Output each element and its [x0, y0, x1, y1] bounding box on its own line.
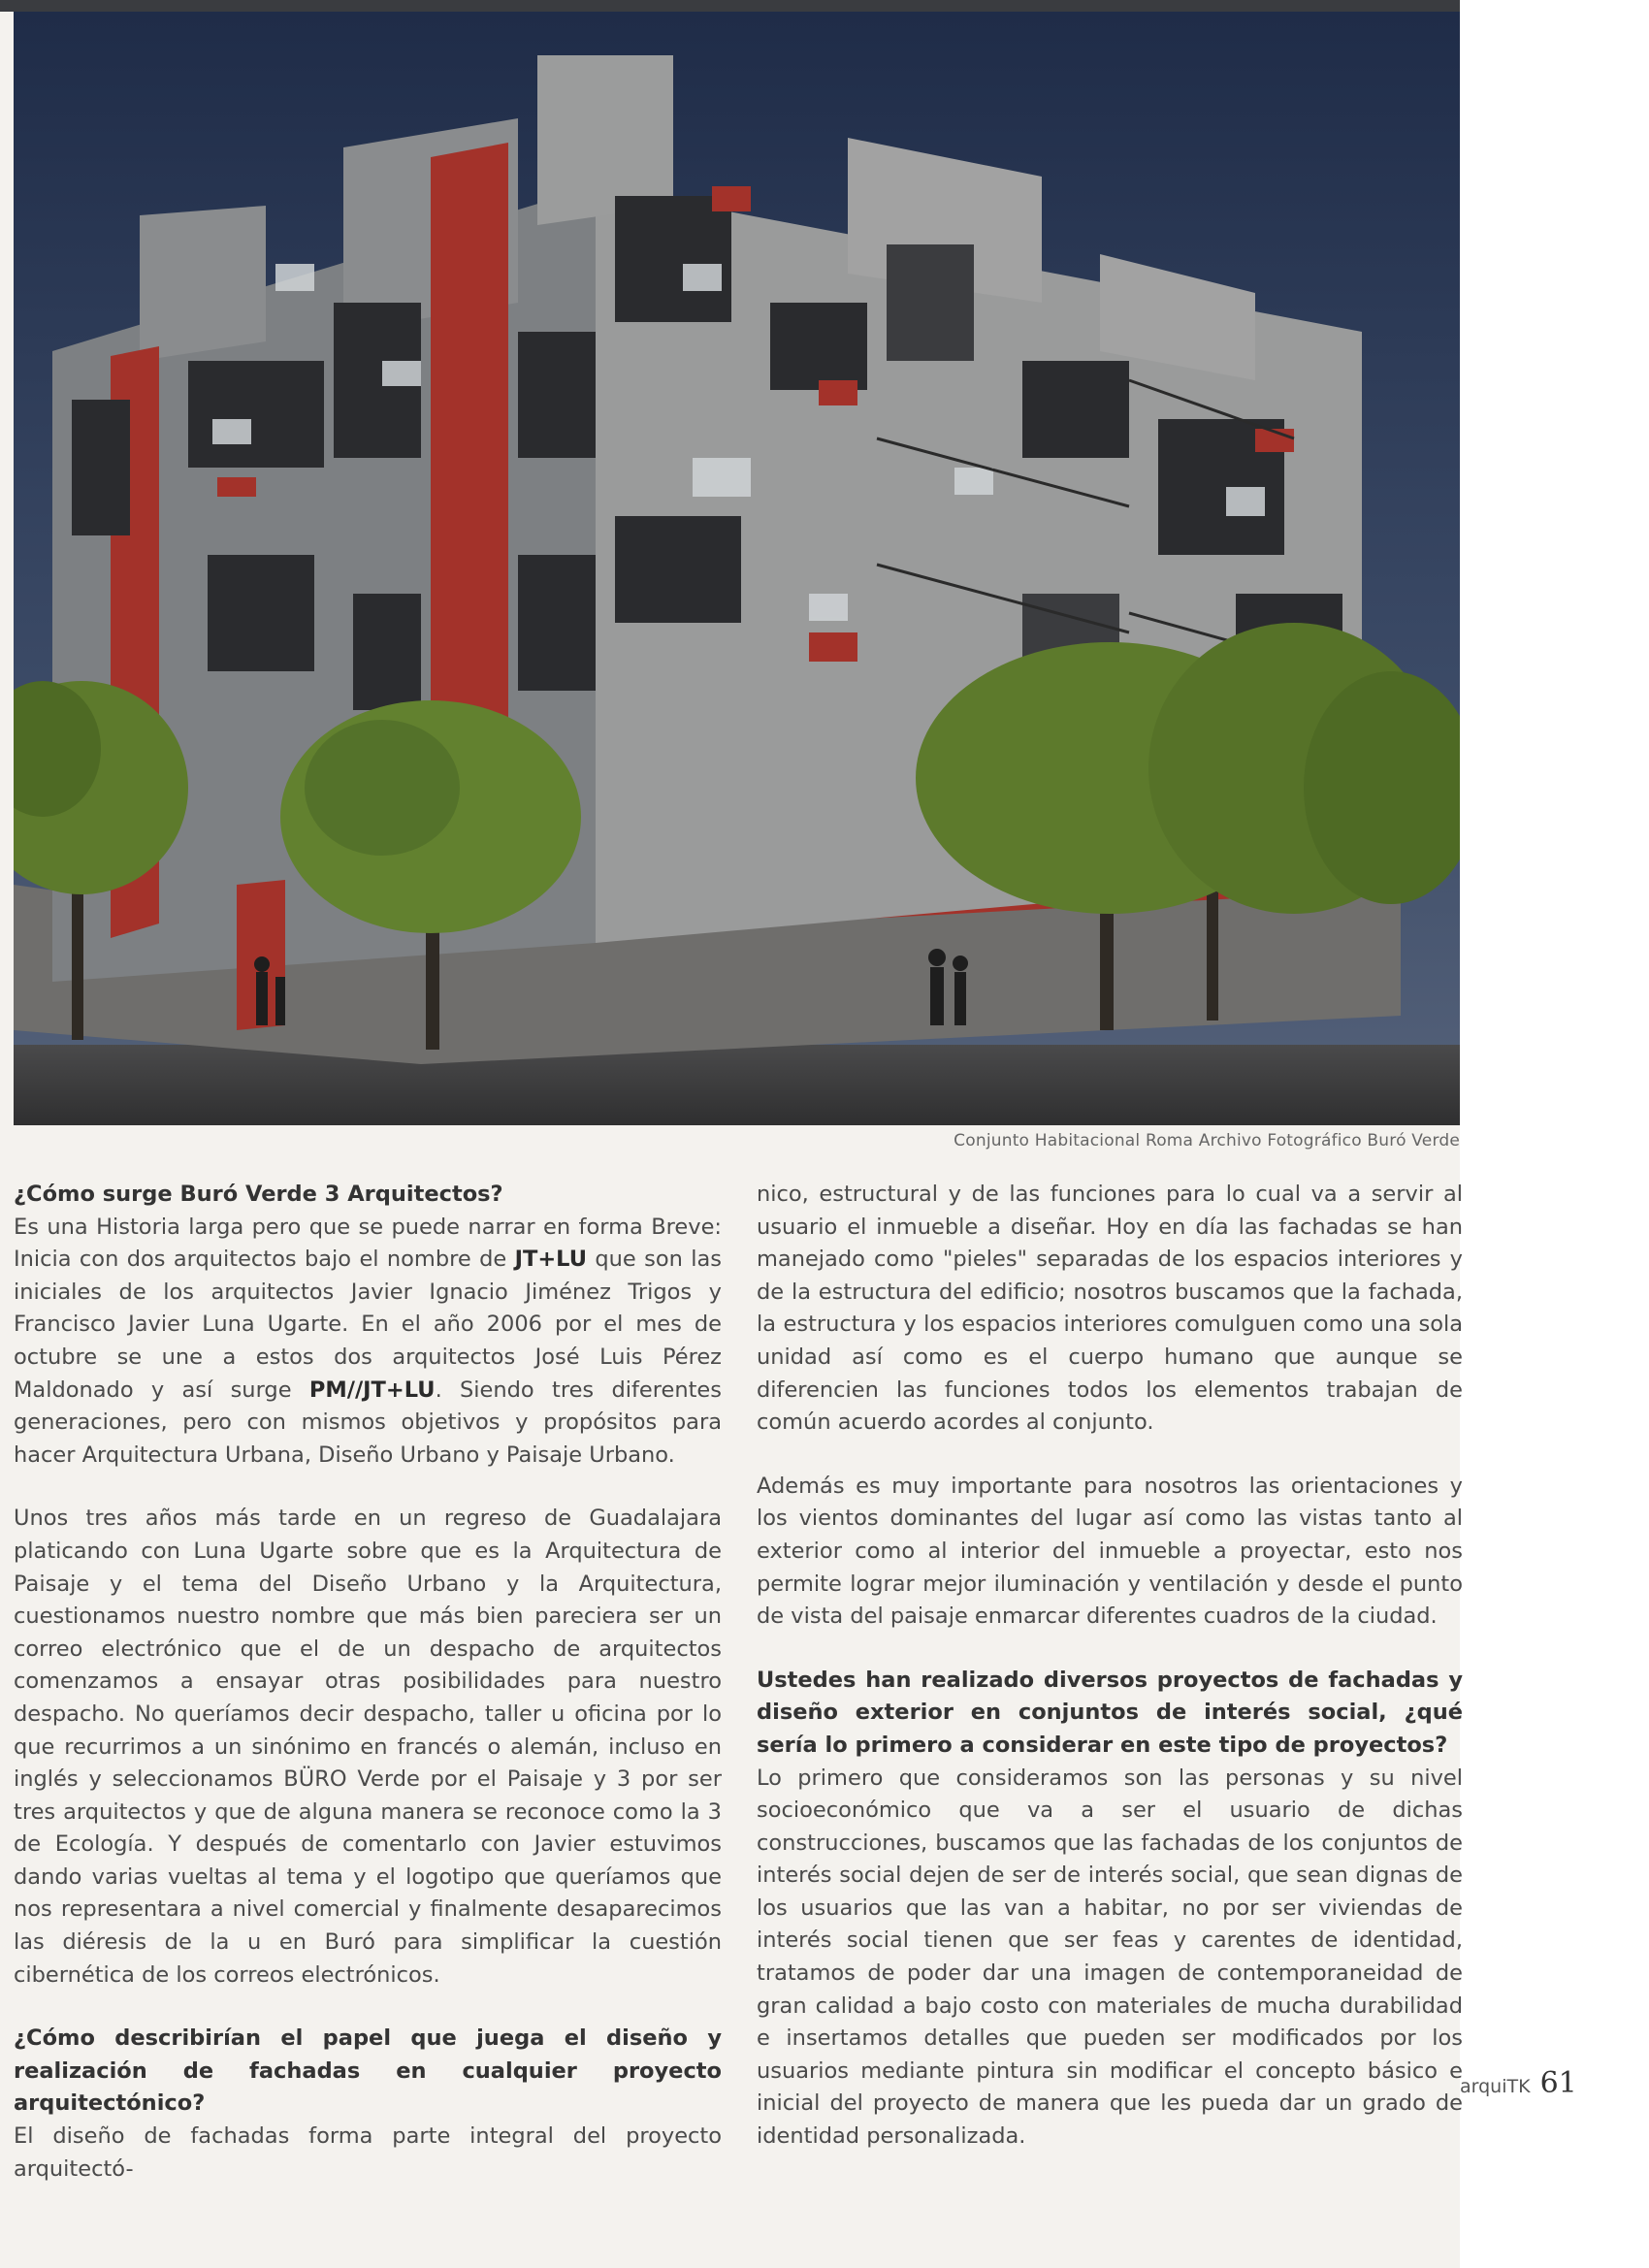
page-number: 61 — [1539, 2066, 1577, 2100]
dark-panel — [353, 594, 421, 710]
photo-caption: Conjunto Habitacional Roma Archivo Fotográfico Buró Verde — [954, 1131, 1460, 1150]
paragraph: Lo primero que consideramos son las personas y su nivel socioeconómico que va a ser el usuario de dichas construcciones, buscamos que las fachadas de los conjuntos de interés social dejen de ser de interés social, que sean dignas de los usuarios que las van a habitar, no por ser viviendas de interés social tienen que ser feas y carentes de identidad, tratamos de poder dar una imagen de contemporaneidad de gran calidad a bajo costo con materiales de mucha durabilidad e insertamos detalles que pueden ser modificados por los usuarios mediante pintura sin modificar el concepto básico e inicial del proyecto de manera que les pueda dar un grado de identidad personalizada. — [757, 1765, 1463, 2150]
paragraph: Unos tres años más tarde en un regreso de Guadalajara platicando con Luna Ugarte sobre que es la Arquitectura de Paisaje y el tema del Diseño Urbano y la Arquitectura, cuestionamos nuestro nombre que más bien pareciera ser un correo electrónico que el de un despacho de arquitectos comenzamos a ensayar otras posibilidades para nuestro despacho. No queríamos decir despacho, taller u oficina por lo que recurrimos a un sinónimo en francés o alemán, incluso en inglés y seleccionamos BÜRO Verde por el Paisaje y 3 por ser tres arquitectos y que de alguna manera se reconoce como la 3 de Ecología. Y después de comentarlo con Javier estuvimos dando varias vueltas al tema y el logotipo que queríamos que nos representara a nivel comercial y finalmente desaparecimos las diéresis de la u en Buró para simplificar la cuestión cibernética de los correos electrónicos. — [14, 1506, 722, 1988]
dark-panel — [188, 361, 324, 468]
dark-panel — [770, 303, 867, 390]
dark-panel — [615, 516, 741, 623]
window — [212, 419, 251, 444]
dark-panel — [518, 332, 596, 458]
question-heading: Ustedes han realizado diversos proyectos de fachadas y diseño exterior en conjuntos de interés social, ¿qué sería lo primero a considerar en este tipo de proyectos? — [757, 1667, 1463, 1758]
paragraph: nico, estructural y de las funciones para lo cual va a servir al usuario el inmueble a diseñar. Hoy en día las fachadas se han manejado como "pieles" separadas de los espacios interiores y de la estructura del edificio; nosotros buscamos que la fachada, la estructura y los espacios interiores comulguen como una sola unidad así como es el cuerpo humano que aunque se diferencien las funciones todos los elementos trabajan de común acuerdo acordes al conjunto. — [757, 1182, 1463, 1436]
dark-panel — [72, 400, 130, 535]
red-window — [712, 186, 751, 211]
paragraph: El diseño de fachadas forma parte integral del proyecto arquitectó- — [14, 2123, 722, 2182]
red-window — [809, 632, 857, 662]
window — [275, 264, 314, 291]
page-footer — [1460, 2066, 1577, 2100]
paragraph-text: . Siendo tres diferentes generaciones, pero con mismos objetivos y propósitos para hacer Arquitectura Urbana, Diseño Urbano y Paisaje Urbano. — [14, 1377, 722, 1468]
left-column — [14, 1179, 722, 2186]
magazine-name: arquiTK — [1460, 2076, 1531, 2097]
red-window — [819, 380, 857, 405]
building-rendering-photo — [14, 12, 1460, 1125]
question-heading: ¿Cómo surge Buró Verde 3 Arquitectos? — [14, 1182, 503, 1207]
page-right-edge — [1460, 0, 1649, 2268]
paragraph: Además es muy importante para nosotros las orientaciones y los vientos dominantes del lugar así como las vistas tanto al exterior como al interior del inmueble a proyectar, esto nos permite lograr mejor iluminación y ventilación y desde el punto de vista del paisaje enmarcar diferentes cuadros de la ciudad. — [757, 1473, 1463, 1630]
window — [693, 458, 751, 497]
red-window — [217, 477, 256, 497]
upper-block-1 — [140, 206, 266, 361]
paragraph-text: Es una Historia larga pero que se puede narrar en forma Breve: Inicia con dos arquitectos bajo el nombre de — [14, 1214, 722, 1273]
window — [382, 361, 421, 386]
paragraph — [14, 1212, 722, 1473]
right-column — [757, 1179, 1463, 2154]
window — [809, 594, 848, 621]
question-heading: ¿Cómo describirían el papel que juega el diseño y realización de fachadas en cualquier proyecto arquitectónico? — [14, 2025, 722, 2117]
dark-panel — [1022, 361, 1129, 458]
ground — [14, 1045, 1460, 1125]
page-top-edge — [0, 0, 1460, 12]
dark-panel — [887, 244, 974, 361]
window — [683, 264, 722, 291]
paragraph-text: que son las iniciales de los arquitectos Javier Ignacio Jiménez Trigos y Francisco Javier Luna Ugarte. En el año 2006 por el mes de octubre se une a estos dos arquitectos José Luis Pérez Maldonado y así surge — [14, 1247, 722, 1403]
firm-name: JT+LU — [514, 1247, 587, 1273]
window — [1226, 487, 1265, 516]
firm-name: PM//JT+LU — [308, 1377, 436, 1403]
dark-panel — [615, 196, 731, 322]
dark-panel — [518, 555, 596, 691]
dark-panel — [208, 555, 314, 671]
window — [954, 468, 993, 495]
